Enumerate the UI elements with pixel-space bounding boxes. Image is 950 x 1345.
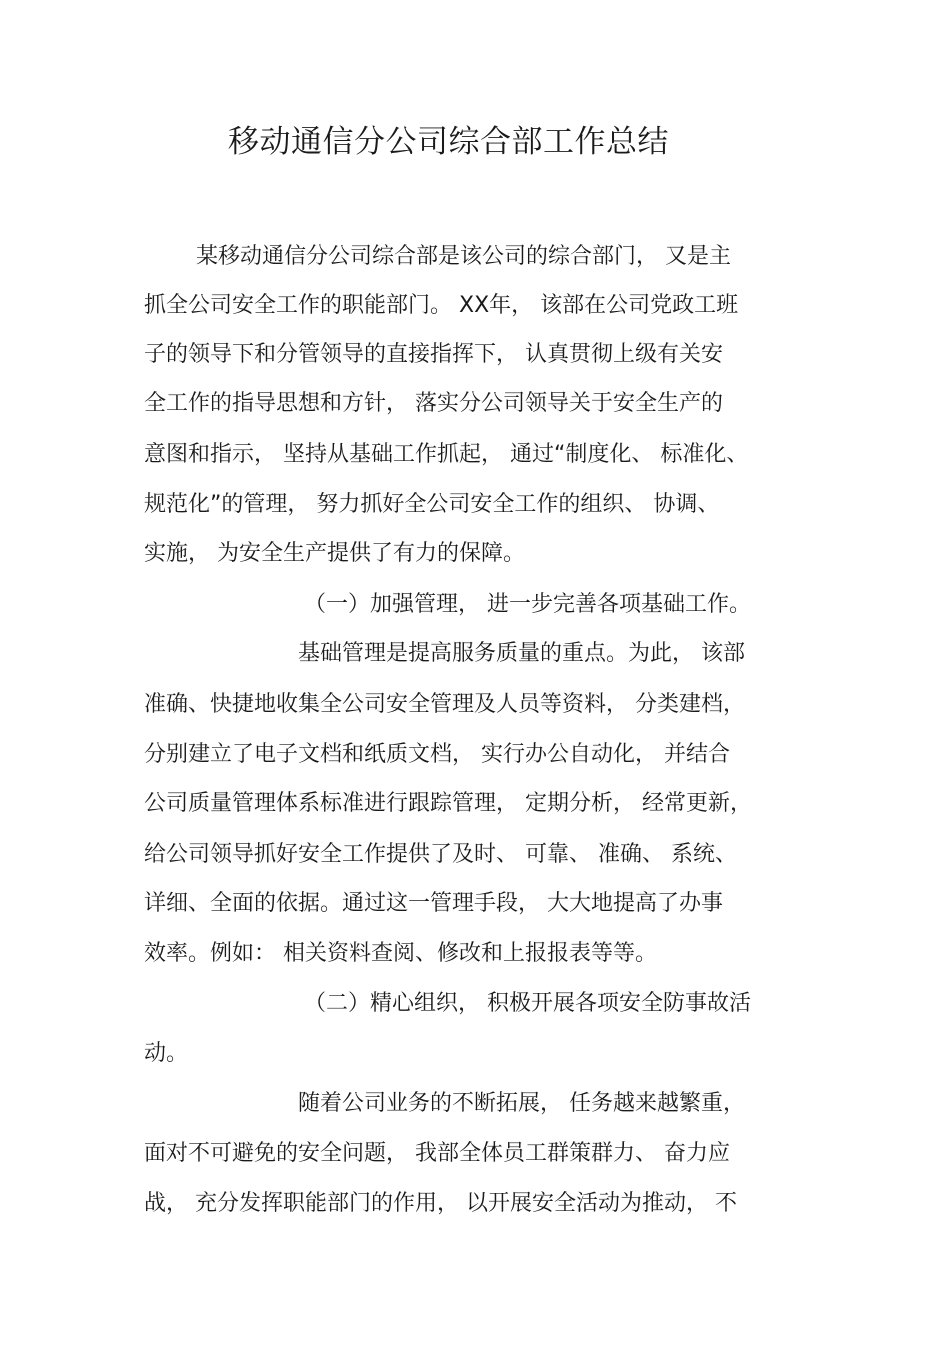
paragraph-line: 规范化”的管理， 努力抓好全公司安全工作的组织、 协调、	[144, 492, 720, 517]
paragraph-line: 分别建立了电子文档和纸质文档， 实行办公自动化， 并结合	[144, 742, 730, 767]
section-heading-2: （二）精心组织， 积极开展各项安全防事故活	[304, 991, 751, 1016]
paragraph-line: 子的领导下和分管领导的直接指挥下， 认真贯彻上级有关安	[144, 342, 723, 367]
paragraph-line: 给公司领导抓好安全工作提供了及时、 可靠、 准确、 系统、	[144, 842, 737, 867]
paragraph-line: 随着公司业务的不断拓展， 任务越来越繁重，	[298, 1091, 745, 1116]
paragraph-line: 详细、全面的依据。通过这一管理手段， 大大地提高了办事	[144, 891, 723, 916]
paragraph-line: 效率。例如： 相关资料查阅、修改和上报报表等等。	[144, 941, 657, 966]
document-title: 移动通信分公司综合部工作总结	[228, 124, 669, 160]
paragraph-line: 战， 充分发挥职能部门的作用， 以开展安全活动为推动， 不	[144, 1191, 737, 1216]
paragraph-line: 某移动通信分公司综合部是该公司的综合部门， 又是主	[196, 244, 731, 269]
paragraph-line: 全工作的指导思想和方针， 落实分公司领导关于安全生产的	[144, 391, 723, 416]
paragraph-line: 抓全公司安全工作的职能部门。 XX年， 该部在公司党政工班	[144, 293, 739, 318]
paragraph-line: 面对不可避免的安全问题， 我部全体员工群策群力、 奋力应	[144, 1141, 730, 1166]
paragraph-line: 基础管理是提高服务质量的重点。为此， 该部	[298, 641, 745, 666]
paragraph-line: 公司质量管理体系标准进行跟踪管理， 定期分析， 经常更新，	[144, 791, 752, 816]
section-heading-1: （一）加强管理， 进一步完善各项基础工作。	[304, 592, 751, 617]
paragraph-line: 动。	[144, 1041, 189, 1066]
paragraph-line: 准确、快捷地收集全公司安全管理及人员等资料， 分类建档，	[144, 692, 745, 717]
paragraph-line: 意图和指示， 坚持从基础工作抓起， 通过“制度化、 标准化、	[144, 442, 749, 467]
paragraph-line: 实施， 为安全生产提供了有力的保障。	[144, 541, 525, 566]
